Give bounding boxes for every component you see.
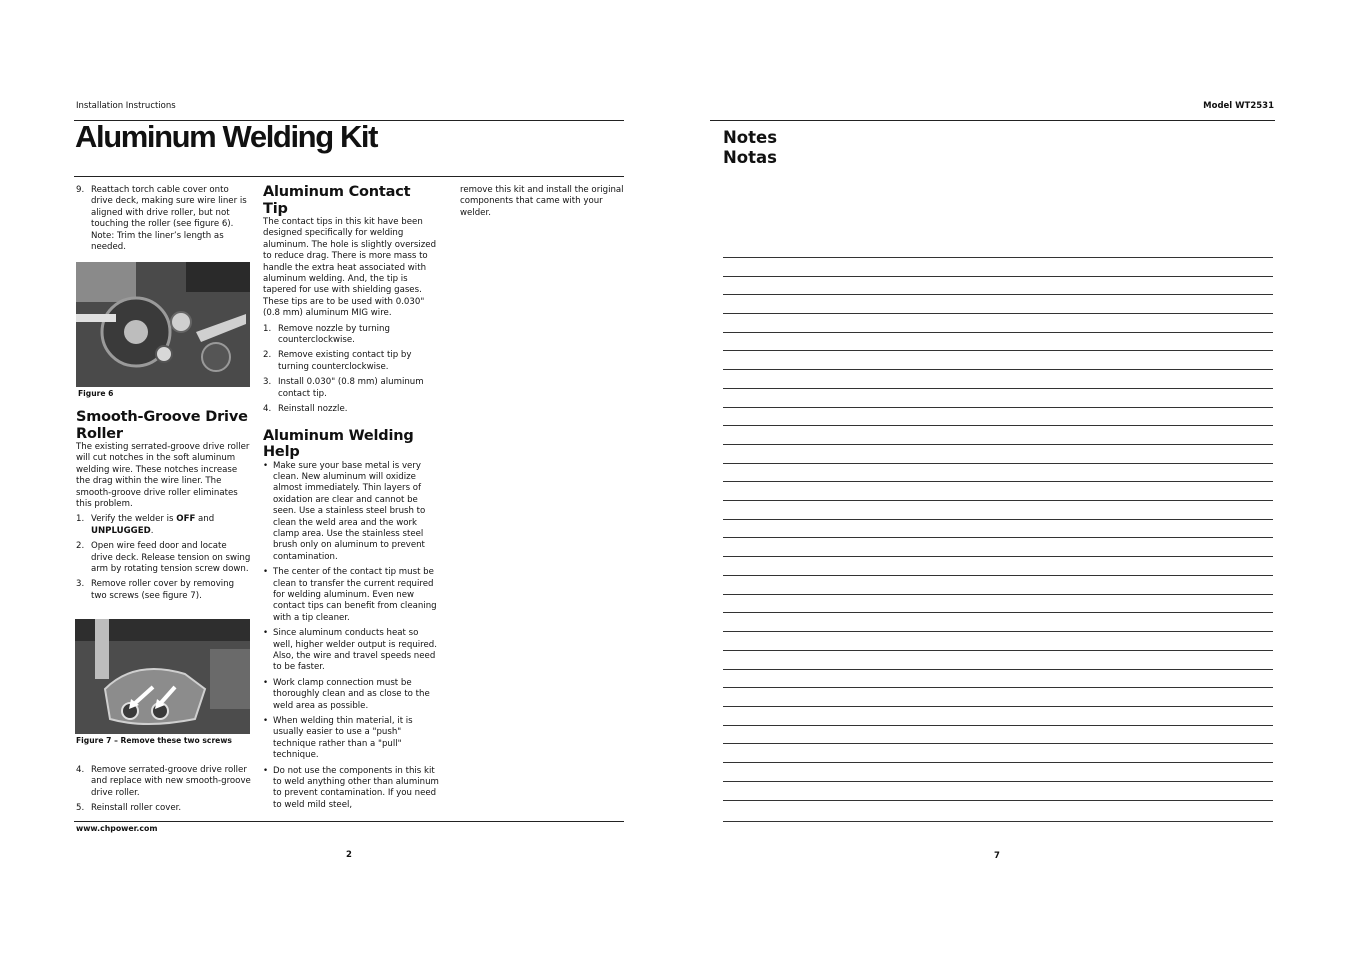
bullet-icon: • bbox=[263, 765, 269, 776]
help-bullet bbox=[263, 461, 439, 564]
step-4 bbox=[76, 765, 251, 799]
note-line[interactable] bbox=[723, 821, 1273, 822]
step-number: 5. bbox=[76, 803, 85, 814]
step-number: 3. bbox=[263, 377, 272, 388]
note-line[interactable] bbox=[723, 743, 1273, 744]
note-line[interactable] bbox=[723, 669, 1273, 670]
step-number: 4. bbox=[263, 404, 272, 415]
step-text: Remove serrated-groove drive roller and replace with new smooth-groove drive roller. bbox=[91, 765, 251, 798]
contact-tip-heading: Aluminum Contact Tip bbox=[263, 184, 411, 217]
step-number: 4. bbox=[76, 765, 85, 775]
note-line[interactable] bbox=[723, 350, 1273, 351]
note-line[interactable] bbox=[723, 781, 1273, 782]
footer-url[interactable]: www.chpower.com bbox=[76, 824, 158, 833]
step-5 bbox=[76, 803, 251, 814]
right-header-rule bbox=[710, 120, 1275, 121]
note-line[interactable] bbox=[723, 762, 1273, 763]
note-line[interactable] bbox=[723, 612, 1273, 613]
step-text: Remove roller cover by removing two screws (see figure 7). bbox=[91, 579, 235, 601]
bullet-icon: • bbox=[263, 567, 269, 578]
welding-help-heading: Aluminum Welding Help bbox=[263, 427, 414, 460]
step-text: and bbox=[195, 514, 215, 525]
step-text: Open wire feed door and locate drive deck. Release tension on swing arm by rotating tension screw down. bbox=[91, 541, 251, 575]
contact-step bbox=[263, 404, 439, 415]
page-number-left: 2 bbox=[346, 850, 352, 860]
note-line[interactable] bbox=[723, 500, 1273, 501]
step-text: Remove nozzle by turning counterclockwise. bbox=[278, 323, 390, 346]
step-number: 1. bbox=[76, 514, 85, 525]
bullet-icon: • bbox=[263, 716, 269, 727]
unplugged-text: UNPLUGGED bbox=[91, 525, 151, 536]
note-line[interactable] bbox=[723, 407, 1273, 408]
step-number: 2. bbox=[76, 541, 85, 552]
note-line[interactable] bbox=[723, 687, 1273, 688]
footer-rule bbox=[74, 821, 624, 822]
note-line[interactable] bbox=[723, 463, 1273, 464]
bullet-text: Make sure your base metal is very clean. New aluminum will oxidize almost immediately. Thin layers of oxidation are clear and cannot be seen. Use a stainless steel brush to clean the weld area and the work clamp area. Use the stainless steel brush only on aluminum to prevent contamination. bbox=[273, 460, 426, 562]
continued-text: remove this kit and install the original components that came with your welder. bbox=[460, 185, 624, 218]
step-9 bbox=[76, 185, 251, 253]
title-rule bbox=[74, 176, 624, 177]
roller-cover-image bbox=[75, 619, 250, 734]
step-text: Reinstall nozzle. bbox=[278, 404, 348, 415]
bullet-icon: • bbox=[263, 460, 269, 471]
step-3 bbox=[76, 579, 251, 602]
note-line[interactable] bbox=[723, 481, 1273, 482]
smooth-groove-heading: Smooth-Groove Drive Roller bbox=[76, 409, 248, 442]
note-line[interactable] bbox=[723, 313, 1273, 314]
bullet-text: Work clamp connection must be thoroughly clean and as close to the weld area as possible. bbox=[273, 677, 430, 711]
bullet-icon: • bbox=[263, 628, 269, 639]
note-line[interactable] bbox=[723, 332, 1273, 333]
step-text: Install 0.030" (0.8 mm) aluminum contact tip. bbox=[278, 377, 424, 399]
step-text: . bbox=[150, 525, 154, 536]
page-number-right: 7 bbox=[994, 851, 1000, 861]
step-text: Verify the welder is bbox=[91, 514, 177, 525]
step-number: 1. bbox=[263, 323, 272, 334]
step-number: 2. bbox=[263, 350, 272, 361]
contact-tip-intro: The contact tips in this kit have been designed specifically for welding aluminum. The hole is slightly oversized to reduce drag. There is more mass to handle the extra heat associated with aluminum welding. And, the tip is tapered for use with shielding gases. These tips are to be used with 0.030" (0.8 mm) aluminum MIG wire. bbox=[263, 217, 437, 319]
contact-step bbox=[263, 324, 439, 347]
note-line[interactable] bbox=[723, 369, 1273, 370]
smooth-groove-intro: The existing serrated-groove drive roller will cut notches in the soft aluminum welding wire. These notches increase the drag within the wire liner. The smooth-groove drive roller eliminates this problem. bbox=[76, 442, 250, 510]
note-line[interactable] bbox=[723, 575, 1273, 576]
bullet-text: Since aluminum conducts heat so well, higher welder output is required. Also, the wire and travel speeds need to be faster. bbox=[273, 628, 437, 673]
column-3 bbox=[460, 185, 624, 219]
smooth-groove-section bbox=[76, 409, 251, 602]
step-text: Remove existing contact tip by turning counterclockwise. bbox=[278, 350, 412, 372]
bullet-text: The center of the contact tip must be clean to transfer the current required for welding aluminum. Even new contact tips can benefit from cleaning with a tip cleaner. bbox=[273, 567, 437, 623]
note-line[interactable] bbox=[723, 800, 1273, 801]
help-bullet bbox=[263, 628, 439, 674]
help-bullet bbox=[263, 567, 439, 624]
note-line[interactable] bbox=[723, 444, 1273, 445]
help-bullet bbox=[263, 766, 439, 812]
figure-6-caption: Figure 6 bbox=[78, 389, 114, 398]
note-line[interactable] bbox=[723, 594, 1273, 595]
note-line[interactable] bbox=[723, 631, 1273, 632]
header-label: Installation Instructions bbox=[76, 101, 176, 111]
notes-es: Notas bbox=[723, 148, 777, 167]
step-text: Reinstall roller cover. bbox=[91, 803, 182, 814]
bullet-text: When welding thin material, it is usually easier to use a "push" technique rather than a "pull" technique. bbox=[273, 716, 413, 761]
bullet-icon: • bbox=[263, 677, 269, 688]
note-line[interactable] bbox=[723, 725, 1273, 726]
contact-step bbox=[263, 350, 439, 373]
note-line[interactable] bbox=[723, 537, 1273, 538]
note-line[interactable] bbox=[723, 519, 1273, 520]
drive-deck-image bbox=[76, 262, 250, 387]
note-line[interactable] bbox=[723, 706, 1273, 707]
note-line[interactable] bbox=[723, 425, 1273, 426]
figure-6-photo bbox=[76, 262, 250, 387]
figure-7-photo bbox=[75, 619, 250, 734]
note-line[interactable] bbox=[723, 294, 1273, 295]
note-line[interactable] bbox=[723, 556, 1273, 557]
step-1 bbox=[76, 514, 251, 537]
bullet-text: Do not use the components in this kit to weld anything other than aluminum to prevent contamination. If you need to weld mild steel, bbox=[273, 765, 439, 810]
page-title: Aluminum Welding Kit bbox=[75, 119, 378, 154]
column-1 bbox=[76, 185, 251, 253]
step-text: Reattach torch cable cover onto drive deck, making sure wire liner is aligned with drive roller, but not touching the roller (see figure 6). Note: Trim the liner’s length as needed. bbox=[91, 185, 247, 253]
note-line[interactable] bbox=[723, 257, 1273, 258]
steps-continued bbox=[76, 765, 251, 815]
notes-en: Notes bbox=[723, 128, 778, 147]
notes-heading bbox=[723, 128, 777, 168]
column-2 bbox=[263, 184, 439, 811]
note-line[interactable] bbox=[723, 276, 1273, 277]
figure-7-caption: Figure 7 – Remove these two screws bbox=[76, 736, 232, 745]
note-line[interactable] bbox=[723, 650, 1273, 651]
contact-step bbox=[263, 377, 439, 400]
step-number: 3. bbox=[76, 579, 85, 590]
model-label: Model WT2531 bbox=[1203, 101, 1274, 111]
help-bullet bbox=[263, 716, 439, 762]
step-2 bbox=[76, 541, 251, 575]
step-number: 9. bbox=[76, 185, 85, 195]
help-bullet bbox=[263, 678, 439, 712]
note-line[interactable] bbox=[723, 388, 1273, 389]
off-text: OFF bbox=[176, 514, 196, 525]
